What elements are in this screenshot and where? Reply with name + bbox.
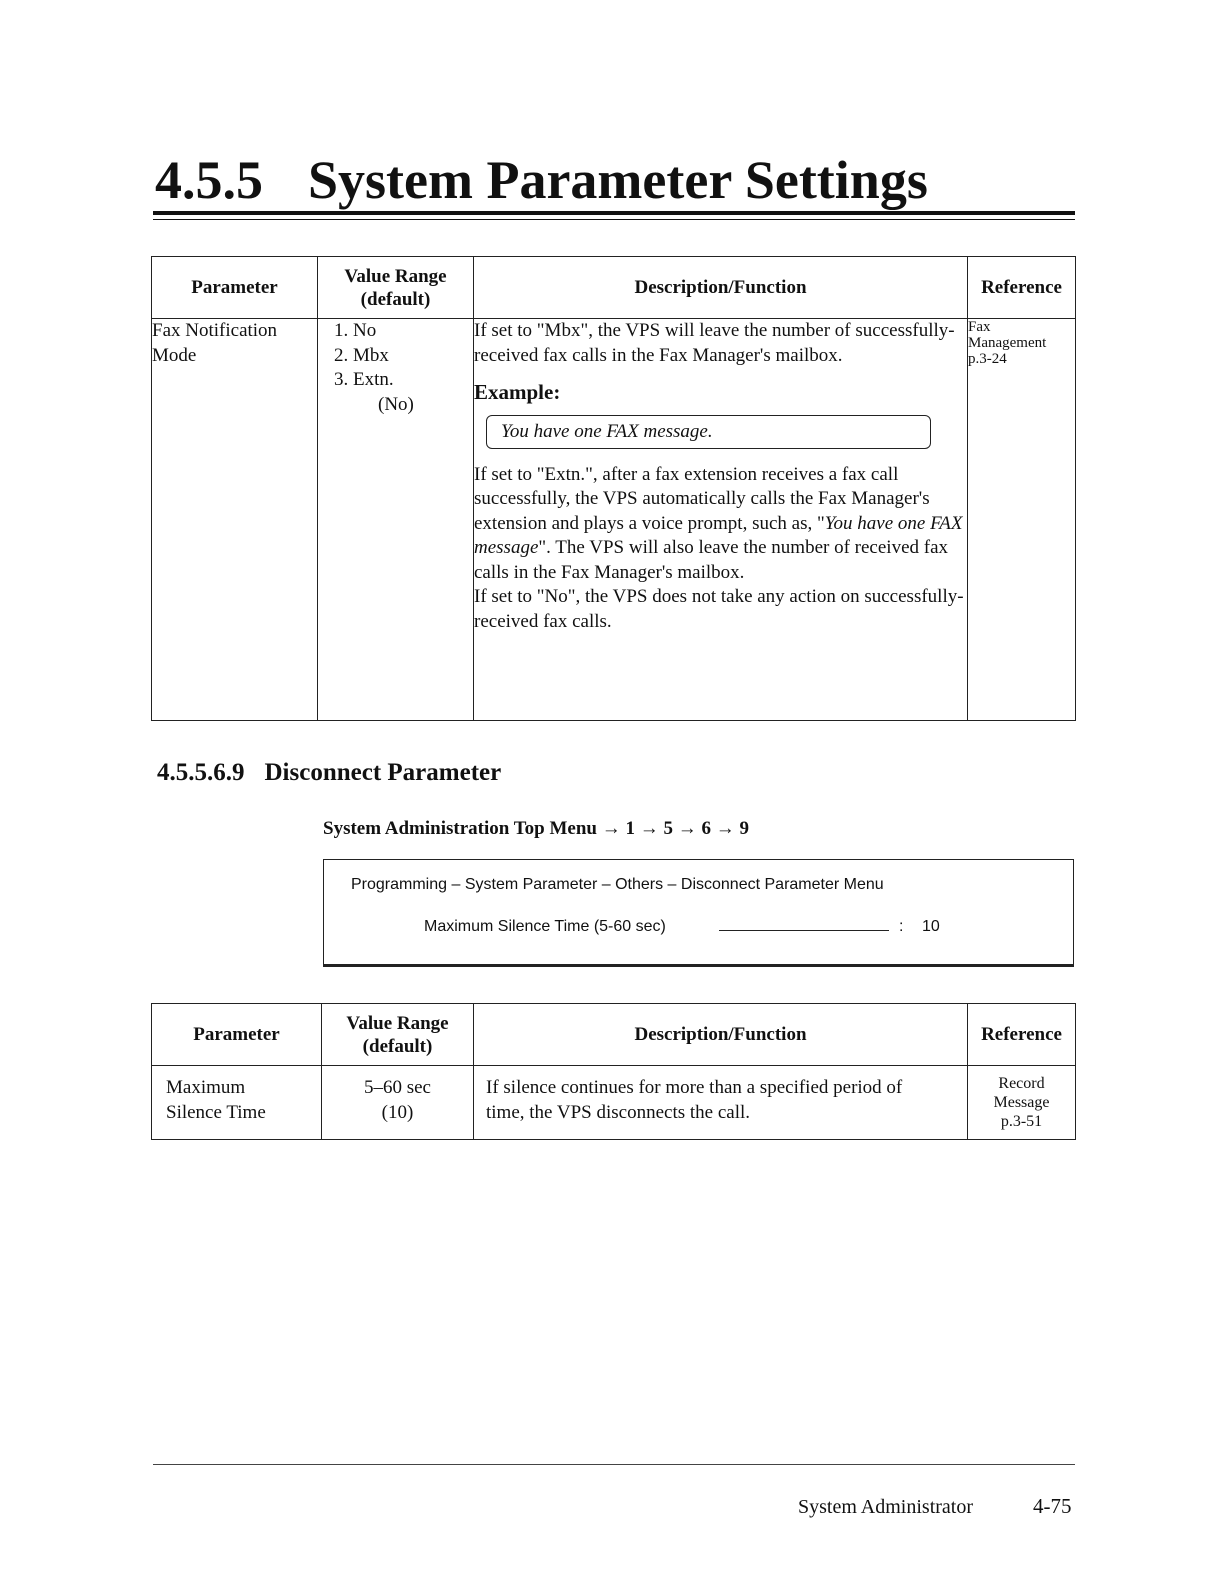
parameter-cell xyxy=(152,319,318,721)
desc-no: If set to "No", the VPS does not take any action on successfully-received fax calls. xyxy=(474,586,964,632)
parameter-line: Maximum xyxy=(166,1077,246,1098)
page-number: 4-75 xyxy=(1033,1494,1072,1518)
parameter-line: Mode xyxy=(152,344,197,366)
default-value: (10) xyxy=(381,1101,414,1123)
example-prompt-box xyxy=(486,415,931,449)
footer-label: System Administrator xyxy=(798,1496,973,1518)
reference-line: p.3-51 xyxy=(1000,1113,1043,1130)
parameter-line: Silence Time xyxy=(166,1101,266,1123)
header-value-range-label: Value Range xyxy=(344,265,447,287)
header-value-range xyxy=(322,1004,474,1066)
subsection-title: Disconnect Parameter xyxy=(264,759,502,786)
description-cell: If silence continues for more than a specified period of time, the VPS disconnects the call. xyxy=(474,1066,968,1140)
leader-line xyxy=(719,930,889,931)
header-parameter: Parameter xyxy=(152,1004,322,1066)
desc-extn-a: If set to "Extn.", after a fax extension receives a fax call successfully, the VPS automatically calls the Fax Manager's extension and plays a voice prompt, such as, " xyxy=(474,463,930,534)
desc-extn-b: ". The VPS will also leave the number of received fax calls in the Fax Manager's mailbox. xyxy=(474,537,949,583)
desc-extn-italic: You have one FAX message xyxy=(474,512,963,558)
parameter-cell xyxy=(152,1066,322,1140)
header-parameter: Parameter xyxy=(152,257,318,319)
reference-line: Message xyxy=(993,1094,1050,1111)
value-option: 3. Extn. xyxy=(334,369,394,390)
desc-mbx: If set to "Mbx", the VPS will leave the number of successfully-received fax calls in the Fax Manager's mailbox. xyxy=(474,320,955,366)
header-value-range-label: Value Range xyxy=(346,1012,449,1034)
header-reference: Reference xyxy=(968,257,1076,319)
reference-cell xyxy=(968,319,1076,721)
reference-line: p.3-24 xyxy=(968,351,1007,367)
value-option: 2. Mbx xyxy=(334,344,389,366)
subsection-number: 4.5.5.6.9 xyxy=(157,759,245,786)
value-range-cell xyxy=(322,1066,474,1140)
example-label: Example: xyxy=(474,380,561,404)
table-row xyxy=(152,319,1076,721)
menu-screen xyxy=(323,859,1074,967)
example-prompt: You have one FAX message. xyxy=(501,420,713,442)
value-range-cell xyxy=(318,319,474,721)
value-option: 1. No xyxy=(334,320,377,341)
header-description: Description/Function xyxy=(474,1004,968,1066)
subsection-heading xyxy=(157,758,501,788)
footer-rule xyxy=(153,1464,1075,1465)
title-rule-thick xyxy=(153,211,1075,215)
screen-colon: : xyxy=(899,918,904,935)
header-value-range xyxy=(318,257,474,319)
title-rule-thin xyxy=(153,219,1075,220)
table-header-row xyxy=(152,1004,1076,1066)
header-description: Description/Function xyxy=(474,257,968,319)
header-default-note: (default) xyxy=(360,288,431,310)
table-header-row xyxy=(152,257,1076,319)
screen-title: Programming – System Parameter – Others – Disconnect Parameter Menu xyxy=(351,876,884,893)
disconnect-parameter-table xyxy=(151,1003,1076,1140)
screen-field-value: 10 xyxy=(922,918,940,935)
screen-field-label: Maximum Silence Time (5-60 sec) xyxy=(424,918,666,935)
menu-path: System Administration Top Menu → 1 → 5 → 6 → 9 xyxy=(323,818,749,839)
reference-line: Fax xyxy=(968,319,991,335)
reference-cell xyxy=(968,1066,1076,1140)
description-cell xyxy=(474,319,968,721)
parameter-line: Fax Notification xyxy=(152,320,278,341)
header-default-note: (default) xyxy=(362,1035,433,1057)
table-row xyxy=(152,1066,1076,1140)
desc-extn xyxy=(474,463,967,586)
default-value: (No) xyxy=(378,393,414,415)
fax-notification-table xyxy=(151,256,1076,721)
page-title: System Parameter Settings xyxy=(308,150,928,210)
header-reference: Reference xyxy=(968,1004,1076,1066)
reference-line: Management xyxy=(968,335,1047,351)
section-number: 4.5.5 xyxy=(155,150,263,210)
reference-line: Record xyxy=(998,1075,1045,1092)
value-option: 5–60 sec xyxy=(363,1077,431,1098)
